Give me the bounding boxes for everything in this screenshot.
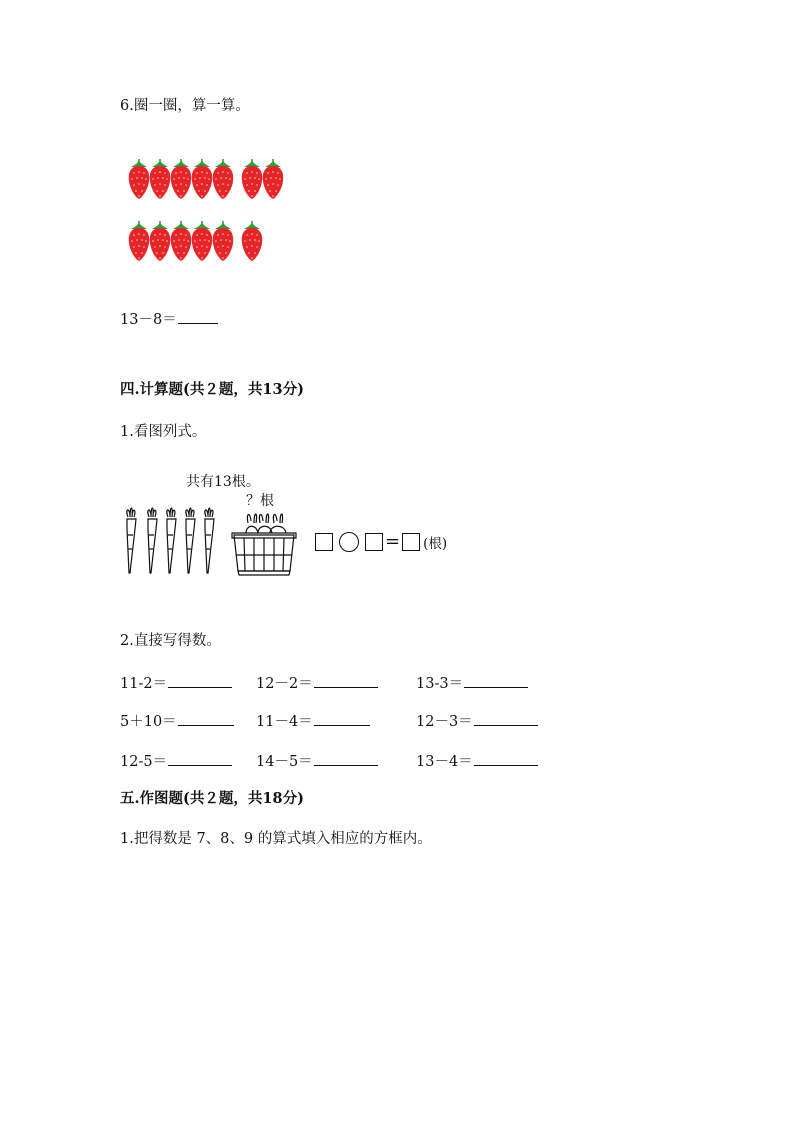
calc-expression: 13－4＝ bbox=[416, 754, 473, 770]
calc-item bbox=[256, 673, 378, 693]
operator-circle[interactable] bbox=[339, 532, 359, 552]
total-label: 共有13根。 bbox=[186, 474, 260, 490]
question-5-1-title: 1.把得数是 7、8、9 的算式填入相应的方框内。 bbox=[120, 831, 432, 847]
unit-label: (根) bbox=[423, 536, 448, 552]
calc-expression: 12-5＝ bbox=[120, 754, 168, 770]
basket-icon bbox=[232, 514, 296, 575]
calc-item bbox=[256, 751, 378, 771]
strawberry-row-2 bbox=[127, 219, 307, 267]
answer-blank[interactable] bbox=[168, 673, 232, 688]
strawberry-icon[interactable] bbox=[211, 219, 235, 263]
carrot-illustration bbox=[118, 505, 298, 580]
calc-item bbox=[120, 673, 232, 693]
question-4-1-title: 1.看图列式。 bbox=[120, 424, 207, 440]
answer-blank[interactable] bbox=[314, 673, 378, 688]
unknown-label: ？根 bbox=[246, 493, 274, 509]
calc-item bbox=[120, 751, 232, 771]
answer-blank[interactable] bbox=[168, 751, 232, 766]
loose-carrots bbox=[127, 508, 214, 573]
question-4-2-title: 2.直接写得数。 bbox=[120, 633, 221, 649]
answer-blank[interactable] bbox=[178, 309, 218, 324]
calc-expression: 12－2＝ bbox=[256, 676, 313, 692]
calc-item bbox=[416, 711, 538, 731]
equation-text: 13－8＝ bbox=[120, 312, 177, 328]
calc-item bbox=[416, 751, 538, 771]
calc-expression: 14－5＝ bbox=[256, 754, 313, 770]
calc-item bbox=[416, 673, 528, 693]
strawberry-row-1 bbox=[127, 157, 307, 205]
answer-box-3[interactable] bbox=[402, 533, 420, 551]
section-4-heading: 四.计算题(共２题，共13分) bbox=[120, 381, 304, 398]
calc-expression: 11－4＝ bbox=[256, 714, 313, 730]
calc-expression: 5＋10＝ bbox=[120, 714, 177, 730]
carrot-icon bbox=[127, 508, 136, 573]
calc-item bbox=[120, 711, 234, 731]
carrot-icon bbox=[186, 508, 195, 573]
question-6-title: 6.圈一圈，算一算。 bbox=[120, 98, 250, 114]
strawberry-icon[interactable] bbox=[261, 157, 285, 201]
answer-box-1[interactable] bbox=[315, 533, 333, 551]
expression-answer-row bbox=[315, 529, 447, 555]
answer-box-2[interactable] bbox=[365, 533, 383, 551]
strawberry-icon[interactable] bbox=[211, 157, 235, 201]
calc-expression: 13-3＝ bbox=[416, 676, 464, 692]
answer-blank[interactable] bbox=[474, 751, 538, 766]
carrot-icon bbox=[148, 508, 157, 573]
section-5-heading: 五.作图题(共２题，共18分) bbox=[120, 790, 304, 807]
answer-blank[interactable] bbox=[314, 711, 370, 726]
strawberry-icon[interactable] bbox=[240, 219, 264, 263]
calc-expression: 11-2＝ bbox=[120, 676, 168, 692]
answer-blank[interactable] bbox=[464, 673, 528, 688]
question-6-equation bbox=[120, 309, 218, 329]
carrot-icon bbox=[205, 508, 214, 573]
calc-item bbox=[256, 711, 370, 731]
answer-blank[interactable] bbox=[474, 711, 538, 726]
equals-sign: = bbox=[385, 531, 401, 552]
answer-blank[interactable] bbox=[314, 751, 378, 766]
answer-blank[interactable] bbox=[178, 711, 234, 726]
carrot-icon bbox=[167, 508, 176, 573]
calc-expression: 12－3＝ bbox=[416, 714, 473, 730]
